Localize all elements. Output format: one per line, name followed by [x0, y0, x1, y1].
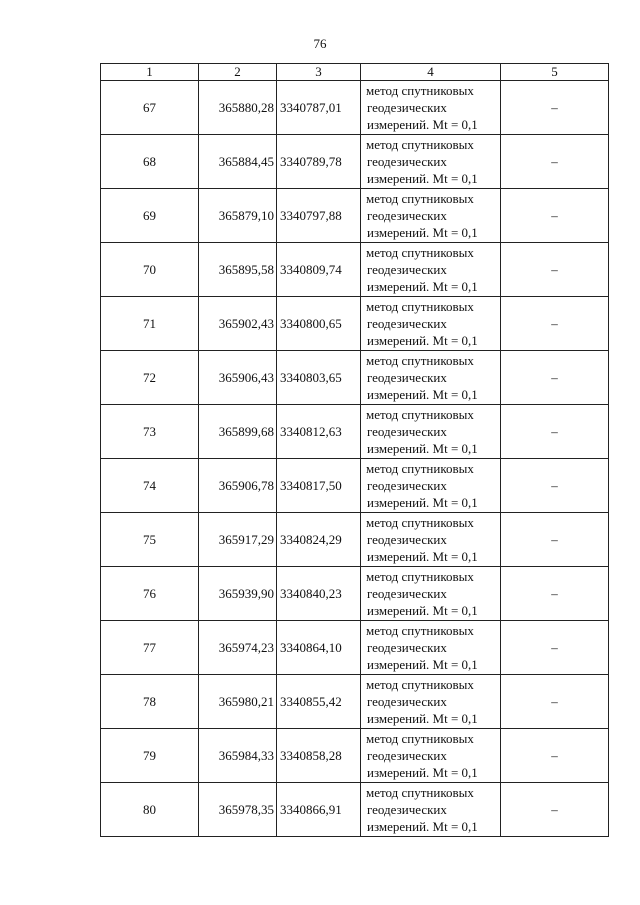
method-line: геодезических: [367, 424, 447, 439]
x-coordinate-cell: 365917,29: [199, 513, 277, 567]
point-number-cell: 71: [101, 297, 199, 351]
note-cell: –: [501, 405, 609, 459]
method-cell: [361, 189, 501, 243]
x-coordinate-cell: 365980,21: [199, 675, 277, 729]
point-number-cell: 73: [101, 405, 199, 459]
header-row: [101, 64, 609, 81]
table-row: [101, 351, 609, 405]
method-line: метод спутниковых: [366, 785, 474, 800]
method-cell: [361, 621, 501, 675]
method-line: измерений. Mt = 0,1: [367, 711, 478, 726]
method-line: метод спутниковых: [366, 83, 474, 98]
method-line: геодезических: [367, 802, 447, 817]
method-line: геодезических: [367, 640, 447, 655]
x-coordinate-cell: 365974,23: [199, 621, 277, 675]
method-line: измерений. Mt = 0,1: [367, 495, 478, 510]
method-line: измерений. Mt = 0,1: [367, 279, 478, 294]
method-line: измерений. Mt = 0,1: [367, 603, 478, 618]
method-line: геодезических: [367, 208, 447, 223]
method-line: геодезических: [367, 586, 447, 601]
point-number-cell: 75: [101, 513, 199, 567]
page-number: 76: [313, 36, 327, 51]
header-col-3: 3: [277, 64, 361, 81]
method-cell: [361, 675, 501, 729]
method-line: метод спутниковых: [366, 353, 474, 368]
table-row: [101, 567, 609, 621]
x-coordinate-cell: 365939,90: [199, 567, 277, 621]
method-line: метод спутниковых: [366, 731, 474, 746]
method-cell: [361, 459, 501, 513]
method-cell: [361, 729, 501, 783]
note-cell: –: [501, 513, 609, 567]
table-row: [101, 243, 609, 297]
method-line: измерений. Mt = 0,1: [367, 657, 478, 672]
method-line: метод спутниковых: [366, 137, 474, 152]
method-cell: [361, 783, 501, 837]
method-cell: [361, 81, 501, 135]
header-col-5: 5: [501, 64, 609, 81]
y-coordinate-cell: 3340858,28: [277, 729, 361, 783]
coordinates-table: [100, 63, 609, 837]
x-coordinate-cell: 365902,43: [199, 297, 277, 351]
point-number-cell: 77: [101, 621, 199, 675]
x-coordinate-cell: 365978,35: [199, 783, 277, 837]
note-cell: –: [501, 351, 609, 405]
method-line: измерений. Mt = 0,1: [367, 441, 478, 456]
x-coordinate-cell: 365899,68: [199, 405, 277, 459]
table-row: [101, 783, 609, 837]
x-coordinate-cell: 365879,10: [199, 189, 277, 243]
method-line: метод спутниковых: [366, 623, 474, 638]
table-row: [101, 621, 609, 675]
method-line: метод спутниковых: [366, 191, 474, 206]
method-line: метод спутниковых: [366, 299, 474, 314]
method-cell: [361, 351, 501, 405]
y-coordinate-cell: 3340812,63: [277, 405, 361, 459]
method-line: измерений. Mt = 0,1: [367, 117, 478, 132]
table-header: [101, 64, 609, 81]
method-line: геодезических: [367, 370, 447, 385]
point-number-cell: 69: [101, 189, 199, 243]
y-coordinate-cell: 3340809,74: [277, 243, 361, 297]
note-cell: –: [501, 135, 609, 189]
y-coordinate-cell: 3340824,29: [277, 513, 361, 567]
note-cell: –: [501, 621, 609, 675]
note-cell: –: [501, 81, 609, 135]
method-line: метод спутниковых: [366, 677, 474, 692]
method-line: метод спутниковых: [366, 461, 474, 476]
table-row: [101, 189, 609, 243]
method-line: измерений. Mt = 0,1: [367, 171, 478, 186]
table-row: [101, 459, 609, 513]
method-line: измерений. Mt = 0,1: [367, 387, 478, 402]
method-line: геодезических: [367, 316, 447, 331]
method-cell: [361, 135, 501, 189]
point-number-cell: 67: [101, 81, 199, 135]
x-coordinate-cell: 365906,78: [199, 459, 277, 513]
y-coordinate-cell: 3340840,23: [277, 567, 361, 621]
method-cell: [361, 567, 501, 621]
method-line: измерений. Mt = 0,1: [367, 765, 478, 780]
note-cell: –: [501, 729, 609, 783]
point-number-cell: 70: [101, 243, 199, 297]
y-coordinate-cell: 3340864,10: [277, 621, 361, 675]
method-line: геодезических: [367, 748, 447, 763]
note-cell: –: [501, 783, 609, 837]
table-row: [101, 405, 609, 459]
method-line: геодезических: [367, 262, 447, 277]
header-col-1: 1: [101, 64, 199, 81]
y-coordinate-cell: 3340855,42: [277, 675, 361, 729]
x-coordinate-cell: 365984,33: [199, 729, 277, 783]
note-cell: –: [501, 243, 609, 297]
y-coordinate-cell: 3340797,88: [277, 189, 361, 243]
header-col-4: 4: [361, 64, 501, 81]
note-cell: –: [501, 675, 609, 729]
point-number-cell: 76: [101, 567, 199, 621]
table-row: [101, 513, 609, 567]
point-number-cell: 74: [101, 459, 199, 513]
y-coordinate-cell: 3340866,91: [277, 783, 361, 837]
y-coordinate-cell: 3340800,65: [277, 297, 361, 351]
method-line: метод спутниковых: [366, 245, 474, 260]
point-number-cell: 79: [101, 729, 199, 783]
method-cell: [361, 243, 501, 297]
method-line: геодезических: [367, 694, 447, 709]
method-line: измерений. Mt = 0,1: [367, 549, 478, 564]
x-coordinate-cell: 365880,28: [199, 81, 277, 135]
method-cell: [361, 405, 501, 459]
point-number-cell: 72: [101, 351, 199, 405]
x-coordinate-cell: 365884,45: [199, 135, 277, 189]
note-cell: –: [501, 567, 609, 621]
note-cell: –: [501, 459, 609, 513]
table-row: [101, 81, 609, 135]
table-row: [101, 729, 609, 783]
method-cell: [361, 297, 501, 351]
header-col-2: 2: [199, 64, 277, 81]
method-line: геодезических: [367, 532, 447, 547]
method-line: метод спутниковых: [366, 407, 474, 422]
table-row: [101, 297, 609, 351]
x-coordinate-cell: 365895,58: [199, 243, 277, 297]
table-row: [101, 135, 609, 189]
note-cell: –: [501, 189, 609, 243]
method-line: измерений. Mt = 0,1: [367, 819, 478, 834]
method-line: геодезических: [367, 478, 447, 493]
y-coordinate-cell: 3340817,50: [277, 459, 361, 513]
method-line: метод спутниковых: [366, 515, 474, 530]
method-line: измерений. Mt = 0,1: [367, 225, 478, 240]
y-coordinate-cell: 3340789,78: [277, 135, 361, 189]
point-number-cell: 78: [101, 675, 199, 729]
note-cell: –: [501, 297, 609, 351]
point-number-cell: 80: [101, 783, 199, 837]
method-line: измерений. Mt = 0,1: [367, 333, 478, 348]
method-cell: [361, 513, 501, 567]
table-body: [101, 81, 609, 837]
y-coordinate-cell: 3340803,65: [277, 351, 361, 405]
y-coordinate-cell: 3340787,01: [277, 81, 361, 135]
x-coordinate-cell: 365906,43: [199, 351, 277, 405]
method-line: метод спутниковых: [366, 569, 474, 584]
table-row: [101, 675, 609, 729]
point-number-cell: 68: [101, 135, 199, 189]
method-line: геодезических: [367, 154, 447, 169]
method-line: геодезических: [367, 100, 447, 115]
